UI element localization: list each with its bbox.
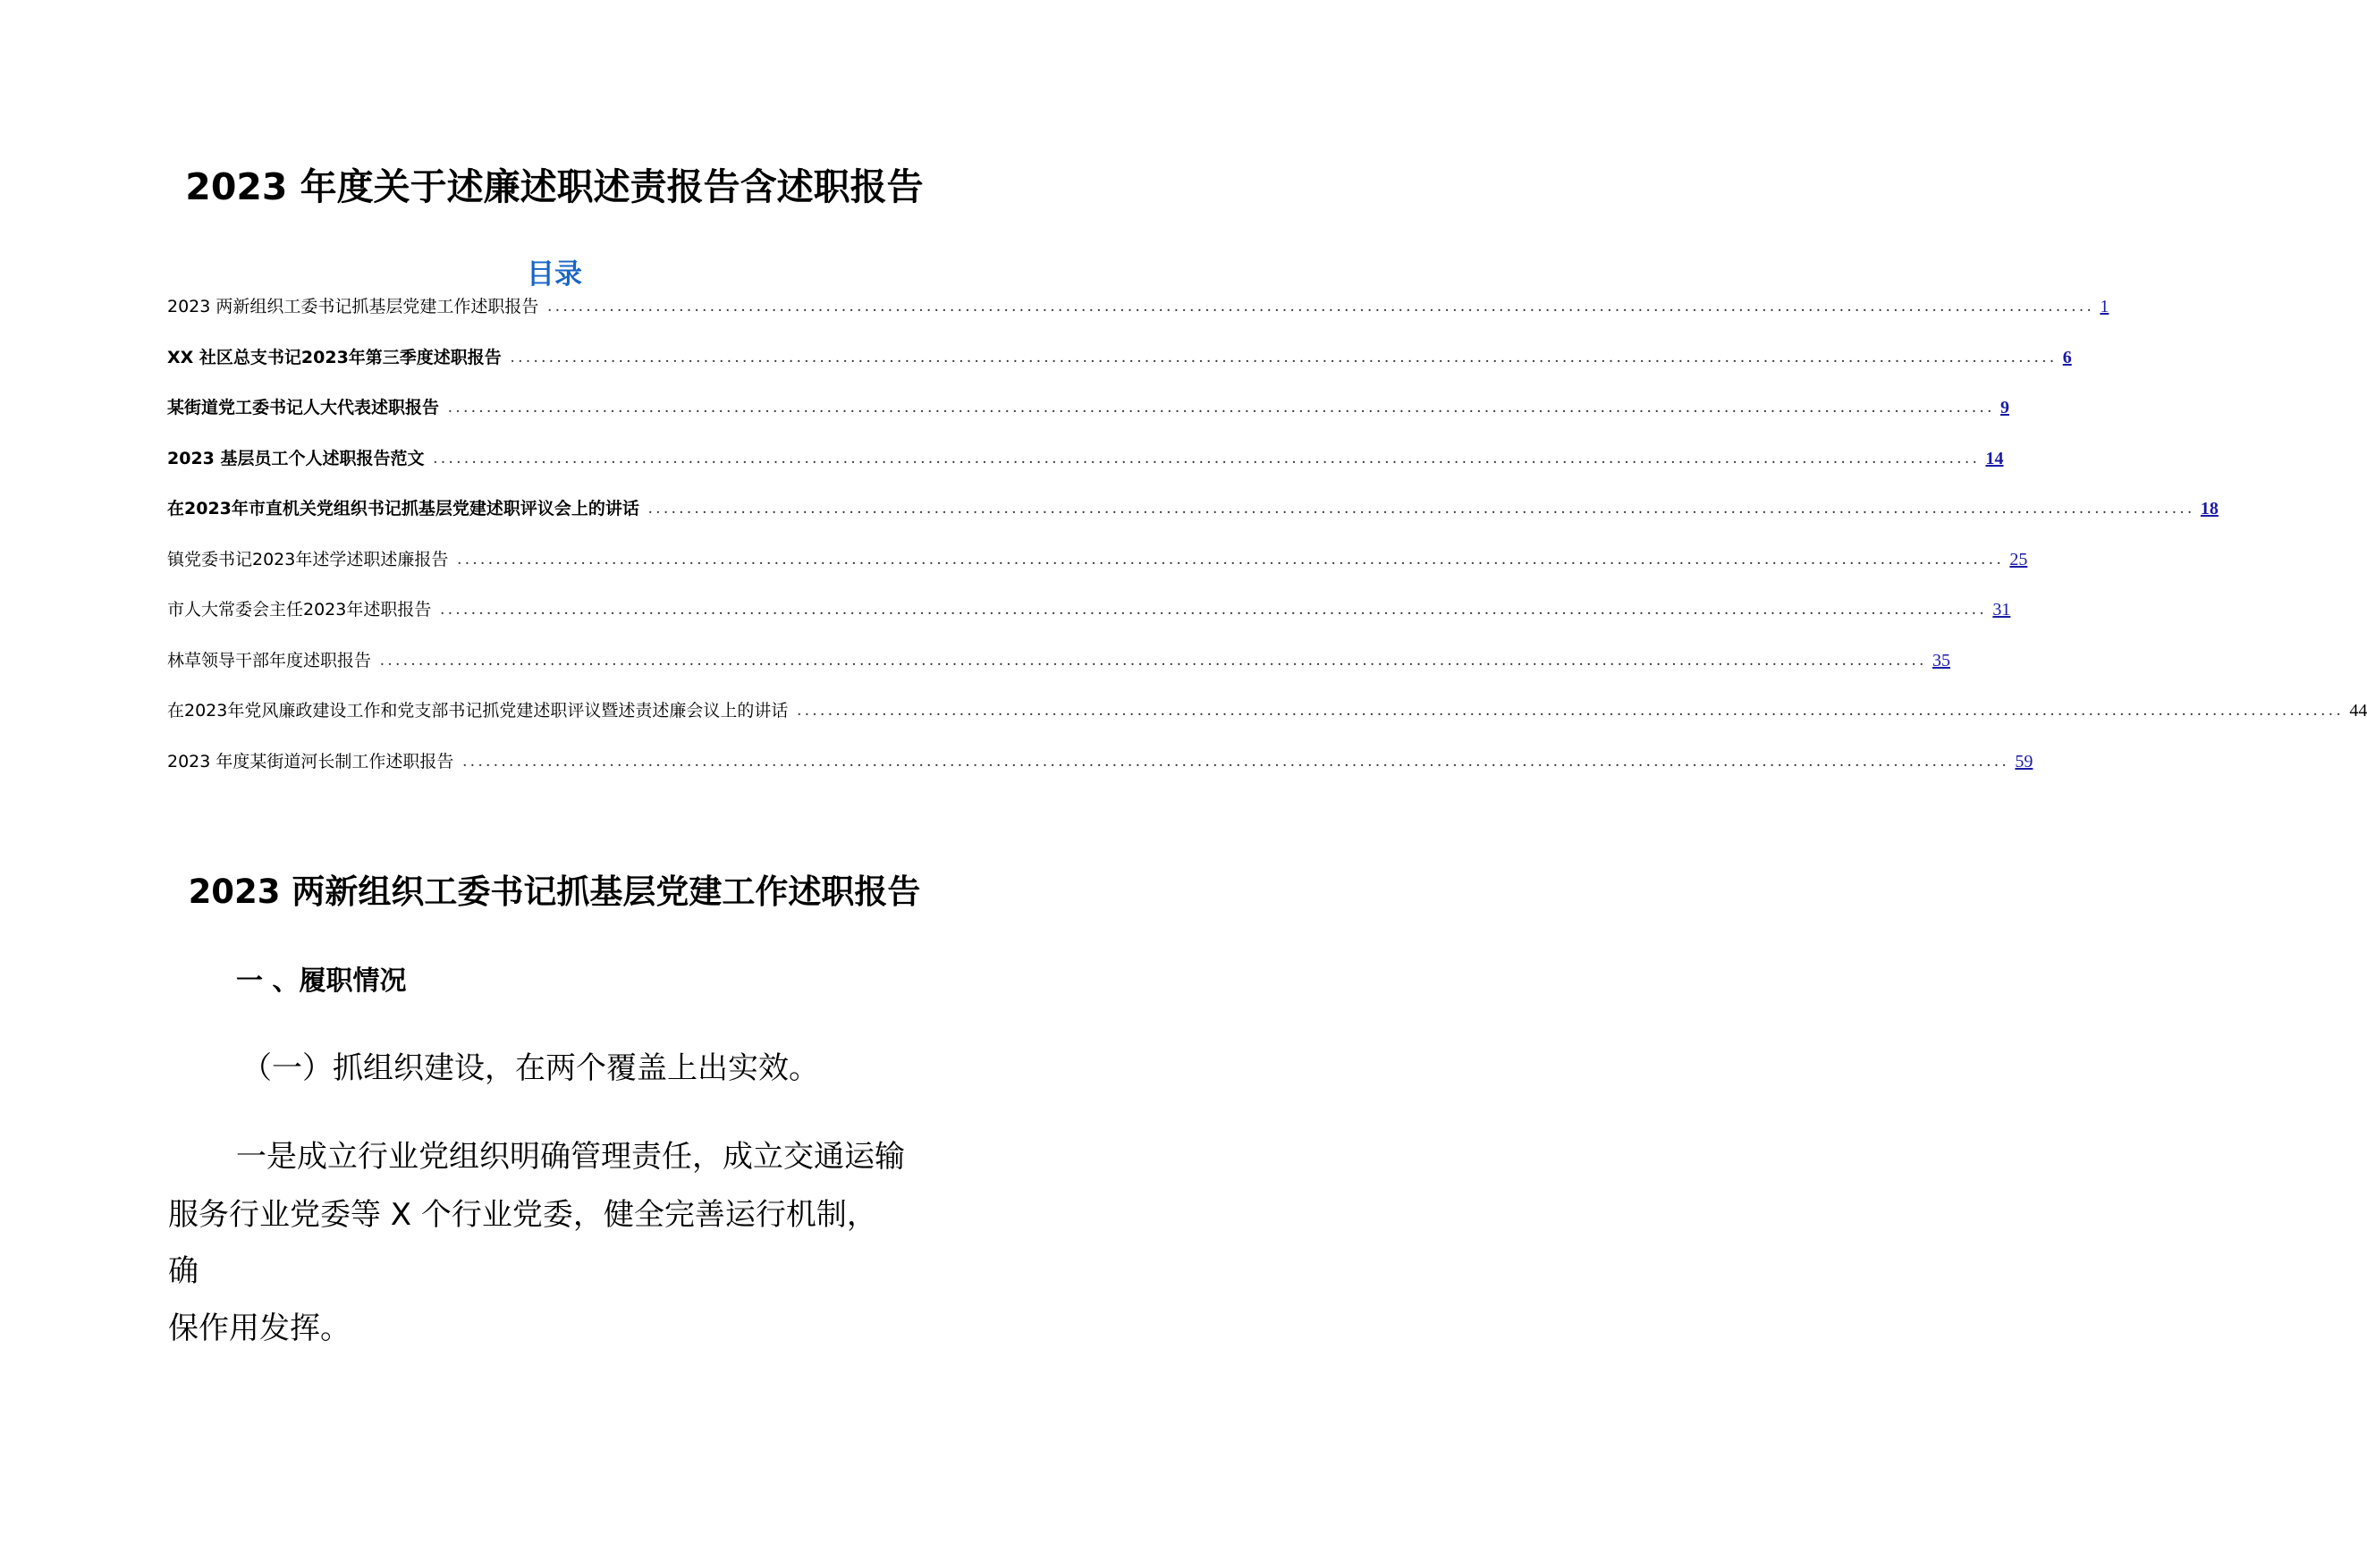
paragraph-2-line-1: 一是成立行业党组织明确管理责任，成立交通运输 — [236, 1139, 905, 1175]
toc-leader-dots: ........................................................................................................................................................................................................ — [457, 549, 2005, 569]
toc-page-link[interactable]: 1 — [2100, 297, 2109, 316]
toc-entry[interactable] — [167, 699, 2367, 750]
toc-entry-title: 镇党委书记2023年述学述职述廉报告 — [167, 549, 449, 569]
paragraph-2-line-4: 保作用发挥。 — [168, 1311, 351, 1346]
toc-entry[interactable] — [167, 497, 2219, 548]
toc-entry[interactable] — [167, 295, 2109, 346]
toc-page-link[interactable]: 9 — [2000, 398, 2010, 417]
toc-entry-title: 在2023年市直机关党组织书记抓基层党建述职评议会上的讲话 — [167, 499, 639, 518]
toc-entry[interactable] — [167, 649, 1951, 700]
toc-leader-dots: ........................................................................................................................................................................................................ — [440, 600, 1988, 619]
toc-leader-dots: ........................................................................................................................................................................................................ — [448, 398, 1996, 417]
toc-entry-title: 某街道党工委书记人大代表述职报告 — [167, 398, 440, 417]
toc-leader-dots: ........................................................................................................................................................................................................ — [433, 448, 1981, 468]
toc-entry[interactable] — [167, 598, 2011, 649]
toc-entry-title: 2023 年度某街道河长制工作述职报告 — [167, 751, 454, 771]
toc-entry[interactable] — [167, 447, 2004, 498]
toc-leader-dots: ........................................................................................................................................................................................................ — [510, 347, 2058, 367]
toc-page-link: 44 — [2349, 701, 2367, 721]
table-of-contents — [167, 295, 2367, 800]
toc-entry-title: 林草领导干部年度述职报告 — [167, 650, 372, 670]
toc-page-link[interactable]: 25 — [2009, 549, 2028, 569]
toc-page-link[interactable]: 35 — [1932, 650, 1951, 670]
toc-entry-title: 2023 基层员工个人述职报告范文 — [167, 448, 425, 468]
paragraph-1: （一）抓组织建设，在两个覆盖上出实效。 — [241, 1050, 819, 1086]
section-subheading: 一 、履职情况 — [236, 965, 407, 997]
section-title: 2023 两新组织工委书记抓基层党建工作述职报告 — [188, 873, 921, 911]
document-title: 2023 年度关于述廉述职述责报告含述职报告 — [185, 165, 924, 208]
toc-page-link[interactable]: 18 — [2200, 499, 2219, 518]
toc-page-link[interactable]: 6 — [2062, 347, 2072, 367]
toc-entry-title: XX 社区总支书记2023年第三季度述职报告 — [167, 347, 502, 367]
toc-page-link[interactable]: 31 — [1992, 600, 2011, 620]
toc-page-link[interactable]: 59 — [2015, 751, 2033, 771]
paragraph-2-line-3: 确 — [168, 1253, 199, 1289]
toc-entry-title: 市人大常委会主任2023年述职报告 — [167, 600, 432, 620]
toc-leader-dots: ........................................................................................................................................................................................................ — [797, 701, 2345, 720]
toc-entry-title: 在2023年党风廉政建设工作和党支部书记抓党建述职评议暨述责述廉会议上的讲话 — [167, 701, 789, 721]
toc-entry[interactable] — [167, 750, 2033, 801]
toc-leader-dots: ........................................................................................................................................................................................................ — [462, 751, 2010, 771]
toc-leader-dots: ........................................................................................................................................................................................................ — [547, 297, 2095, 316]
toc-entry[interactable] — [167, 548, 2028, 599]
toc-heading: 目录 — [527, 258, 582, 291]
toc-entry[interactable] — [167, 346, 2072, 397]
toc-page-link[interactable]: 14 — [1985, 448, 2004, 468]
toc-entry[interactable] — [167, 396, 2010, 447]
paragraph-2-line-2: 服务行业党委等 X 个行业党委，健全完善运行机制， — [168, 1197, 877, 1233]
toc-leader-dots: ........................................................................................................................................................................................................ — [647, 499, 2195, 518]
toc-leader-dots: ........................................................................................................................................................................................................ — [380, 650, 1928, 670]
toc-entry-title: 2023 两新组织工委书记抓基层党建工作述职报告 — [167, 297, 539, 316]
